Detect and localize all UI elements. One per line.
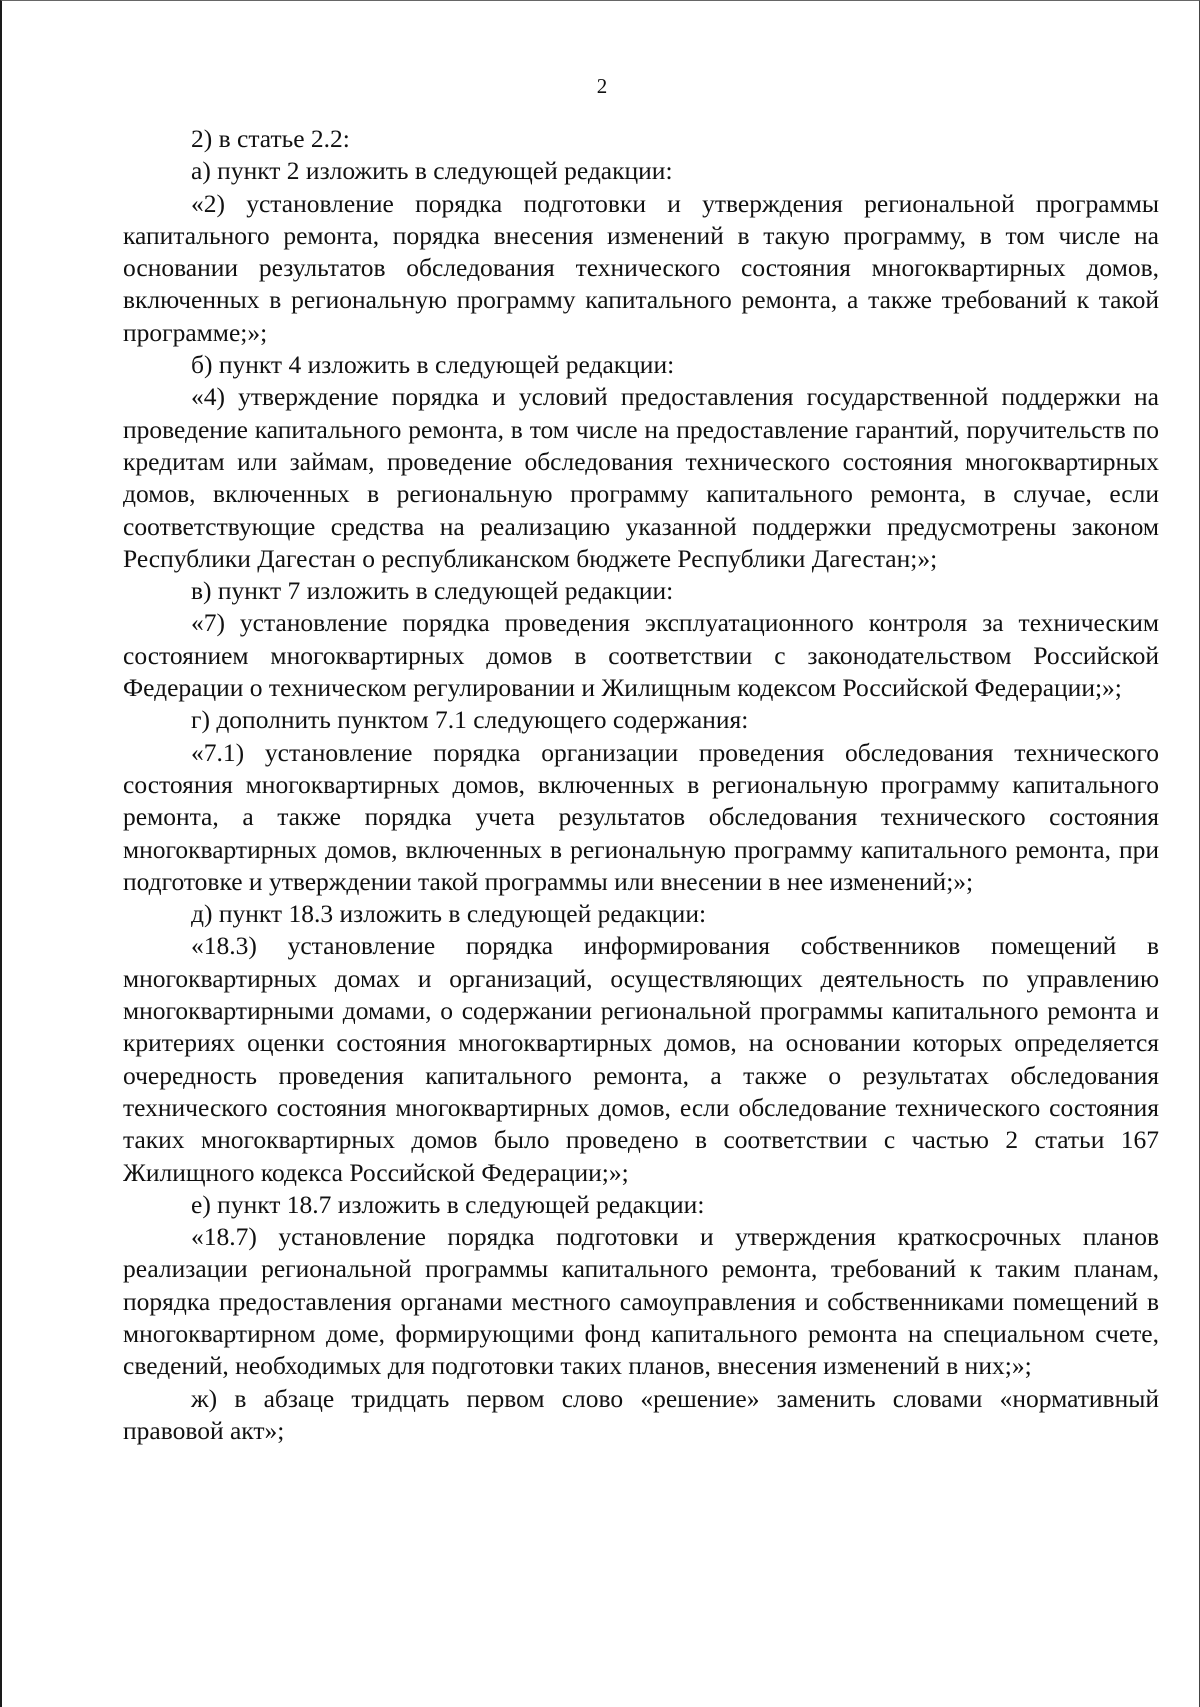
paragraph-clause-4: «4) утверждение порядка и условий предоставления государственной поддержки на проведение капитального ремонта, в том числе на предоставление гарантий, поручительств по кредитам или займам, проведение обследования технического состояния многоквартирных домов, включенных в региональную программу капитального ремонта, в случае, если соответствующие средства на реализацию указанной поддержки предусмотрены законом Республики Дагестан о республиканском бюджете Республики Дагестан;»; bbox=[123, 382, 1159, 573]
paragraph-subitem-v: в) пункт 7 изложить в следующей редакции: bbox=[191, 576, 674, 606]
paragraph-subitem-d: д) пункт 18.3 изложить в следующей редакции: bbox=[191, 899, 707, 929]
paragraph-subitem-e: е) пункт 18.7 изложить в следующей редакции: bbox=[191, 1189, 705, 1219]
paragraph-subitem-a: а) пункт 2 изложить в следующей редакции: bbox=[191, 156, 673, 186]
paragraph-clause-18-3: «18.3) установление порядка информирования собственников помещений в многоквартирных домах и организаций, осуществляющих деятельность по управлению многоквартирными домами, о содержании региональной программы капитального ремонта и критериях оценки состояния многоквартирных домов, на основании которых определяется очередность проведения капитального ремонта, а также о результатах обследования технического состояния многоквартирных домов, если обследование технического состояния таких многоквартирных домов было проведено в соответствии с частью 2 статьи 167 Жилищного кодекса Российской Федерации;»; bbox=[123, 931, 1159, 1187]
paragraph-clause-7-1: «7.1) установление порядка организации проведения обследования технического состояния многоквартирных домов, включенных в региональную программу капитального ремонта, а также порядка учета результатов обследования технического состояния многоквартирных домов, включенных в региональную программу капитального ремонта, при подготовке и утверждении такой программы или внесении в нее изменений;»; bbox=[123, 737, 1159, 896]
paragraph-clause-2: «2) установление порядка подготовки и утверждения региональной программы капитального ремонта, порядка внесения изменений в такую программу, в том числе на основании результатов обследования технического состояния многоквартирных домов, включенных в региональную программу капитального ремонта, а также требований к такой программе;»; bbox=[123, 188, 1159, 347]
paragraph-subitem-b: б) пункт 4 изложить в следующей редакции: bbox=[191, 350, 675, 380]
paragraph-subitem-zh: ж) в абзаце тридцать первом слово «решение» заменить словами «нормативный правовой акт»; bbox=[123, 1383, 1159, 1445]
paragraph-article-heading: 2) в статье 2.2: bbox=[191, 124, 350, 153]
paragraph-subitem-g: г) дополнить пунктом 7.1 следующего содержания: bbox=[191, 705, 749, 735]
paragraph-clause-7: «7) установление порядка проведения эксплуатационного контроля за техническим состоянием многоквартирных домов в соответствии с законодательством Российской Федерации о техническом регулировании и Жилищным кодексом Российской Федерации;»; bbox=[123, 608, 1159, 703]
document-body bbox=[123, 123, 1159, 1447]
page-number: 2 bbox=[596, 74, 608, 98]
paragraph-clause-18-7: «18.7) установление порядка подготовки и утверждения краткосрочных планов реализации региональной программы капитального ремонта, требований к таким планам, порядка предоставления органами местного самоуправления и собственниками помещений в многоквартирном доме, формирующими фонд капитального ремонта на специальном счете, сведений, необходимых для подготовки таких планов, внесения изменений в них;»; bbox=[123, 1222, 1159, 1381]
